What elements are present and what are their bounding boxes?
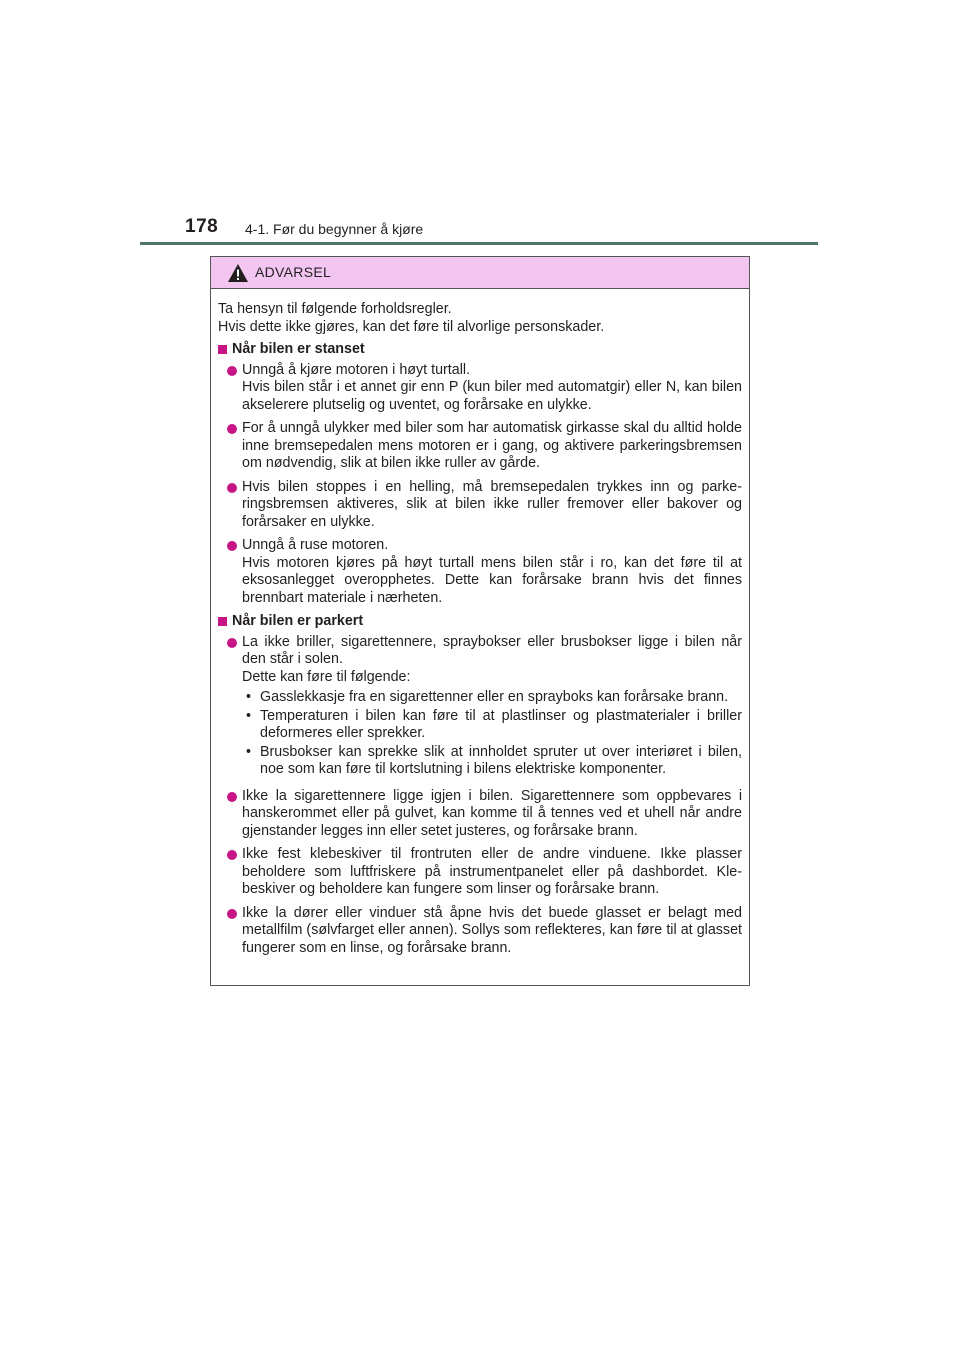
square-bullet-icon [218, 617, 227, 626]
warning-item-paragraph: La ikke briller, sigarettennere, spraybokser eller brusbokser ligge i bilen når den står i solen. [242, 633, 742, 667]
warning-item-text [242, 420, 742, 473]
circle-bullet-icon [227, 909, 237, 919]
circle-bullet-icon [227, 792, 237, 802]
warning-item [227, 846, 742, 899]
warning-intro [218, 301, 742, 336]
warning-item [227, 905, 742, 958]
warning-item-paragraph: Hvis bilen stoppes i en helling, må bremsepedalen trykkes inn og parkeringsbremsen aktiveres, slik at bilen ikke ruller fremover eller bakover og forårsaker en ulykke. [242, 478, 742, 530]
warning-header [211, 257, 749, 289]
circle-bullet-icon [227, 850, 237, 860]
sub-bullet-list [242, 689, 742, 779]
sub-bullet-item [242, 708, 742, 743]
circle-bullet-icon [227, 424, 237, 434]
section-heading [218, 613, 742, 631]
circle-bullet-icon [227, 541, 237, 551]
warning-item-paragraph: Ikke la sigarettennere ligge igjen i bilen. Sigarettennere som oppbevares i hanskerommet eller på gulvet, kan komme til å tennes ved et uhell når andre gjenstander legges inn eller setet justeres, og forårsake brann. [242, 787, 742, 839]
square-bullet-icon [218, 345, 227, 354]
warning-item-text [242, 634, 742, 782]
warning-item-paragraph: Ikke la dører eller vinduer stå åpne hvis det buede glasset er belagt med metallfilm (sølvfarget eller annen). Sollys som reflekteres, kan føre til at glasset fungerer som en linse, og forårsake brann. [242, 904, 742, 956]
warning-body [211, 289, 749, 957]
bullet-dot-icon: • [246, 707, 252, 724]
warning-box [210, 256, 750, 986]
sub-bullet-item [242, 744, 742, 779]
warning-item-text [242, 537, 742, 607]
warning-item-text [242, 905, 742, 958]
warning-item [227, 788, 742, 841]
circle-bullet-icon [227, 483, 237, 493]
warning-item-paragraph: Ikke fest klebeskiver til frontruten eller de andre vinduene. Ikke plasser beholdere som luftfriskere på instrumentpanelet eller på dashbordet. Klebeskiver og beholdere kan fungere som linser og forårsake brann. [242, 846, 742, 897]
warning-item-paragraph: Hvis motoren kjøres på høyt turtall mens bilen står i ro, kan det føre til at eksosanlegget overopphetes. Dette kan forårsake brann hvis det finnes brennbart materiale i nærheten. [242, 554, 742, 606]
header-rule [140, 242, 818, 245]
warning-item [227, 537, 742, 607]
warning-title: ADVARSEL [255, 264, 332, 280]
page-number: 178 [185, 216, 219, 237]
warning-item-text [242, 846, 742, 899]
warning-item [227, 362, 742, 415]
warning-item-text [242, 479, 742, 532]
section-heading-text: Når bilen er stanset [232, 341, 365, 357]
sub-bullet-text: Gasslekkasje fra en sigarettenner eller en sprayboks kan forårsake brann. [260, 689, 729, 705]
intro-line: Ta hensyn til følgende forholdsregler. [218, 301, 452, 317]
section-title: 4-1. Før du begynner å kjøre [245, 221, 424, 237]
warning-item [227, 634, 742, 782]
warning-item-paragraph: Unngå å kjøre motoren i høyt turtall. [242, 361, 471, 378]
sub-bullet-text: Brusbokser kan sprekke slik at innholdet spruter ut over interiøret i bilen, noe som kan føre til kortslutning i bilens elektriske komponenter. [260, 743, 742, 777]
sub-bullet-item [242, 689, 742, 707]
warning-item-text [242, 788, 742, 841]
section-heading-text: Når bilen er parkert [232, 613, 364, 629]
warning-item-paragraph: Dette kan føre til følgende: [242, 668, 411, 685]
sub-bullet-text: Temperaturen i bilen kan føre til at plastlinser og plastmaterialer i briller deformeres eller sprekker. [260, 707, 742, 741]
warning-item-paragraph: Unngå å ruse motoren. [242, 537, 389, 553]
warning-item-text [242, 362, 742, 415]
warning-item [227, 479, 742, 532]
section-heading [218, 341, 742, 359]
intro-line: Hvis dette ikke gjøres, kan det føre til alvorlige personskader. [218, 318, 605, 335]
bullet-dot-icon: • [246, 743, 252, 760]
warning-item [227, 420, 742, 473]
circle-bullet-icon [227, 366, 237, 376]
warning-item-paragraph: For å unngå ulykker med biler som har automatisk girkasse skal du alltid holde inne bremsepedalen mens motoren er i gang, og aktivere parkeringsbremsen om nødvendig, slik at bilen ikke ruller av gårde. [242, 420, 742, 471]
bullet-dot-icon: • [246, 689, 252, 705]
warning-triangle-icon [227, 263, 249, 283]
circle-bullet-icon [227, 638, 237, 648]
warning-item-paragraph: Hvis bilen står i et annet gir enn P (kun biler med automatgir) eller N, kan bilen akselerere plutselig og uventet, og forårsake en ulykke. [242, 379, 742, 413]
